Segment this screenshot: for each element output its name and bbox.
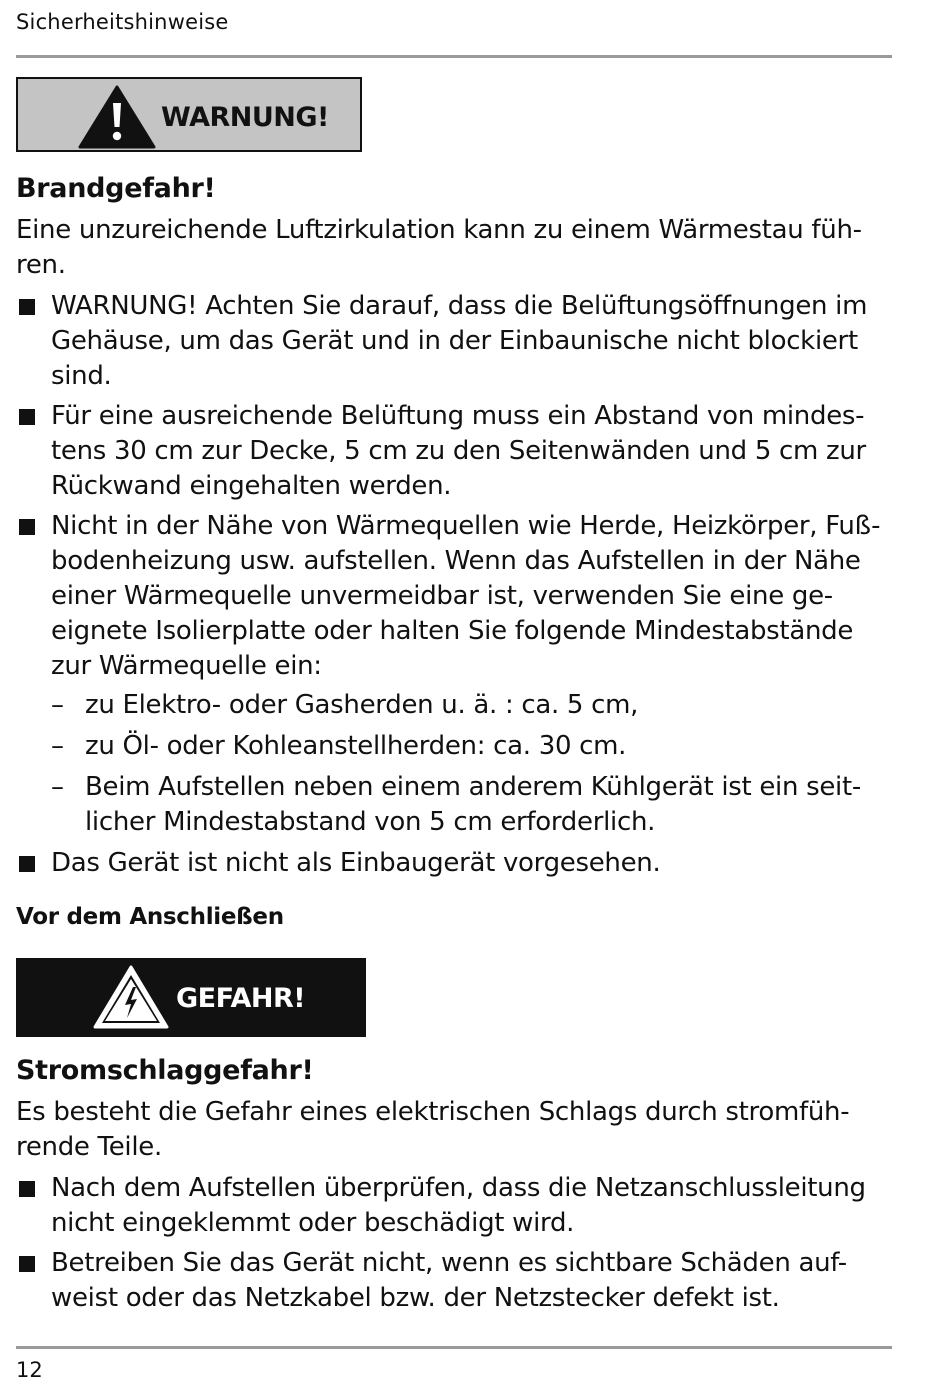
text-line: eignete Isolierplatte oder halten Sie folgende Mindestabstände xyxy=(51,616,854,646)
electric-shock-triangle-icon xyxy=(92,964,170,1030)
text-line: Betreiben Sie das Gerät nicht, wenn es sichtbare Schäden auf- xyxy=(51,1248,847,1278)
text-line: Das Gerät ist nicht als Einbaugerät vorgesehen. xyxy=(51,848,661,878)
text-line: Gehäuse, um das Gerät und in der Einbaunische nicht blockiert xyxy=(51,326,858,356)
text-line: Es besteht die Gefahr eines elektrischen Schlags durch stromfüh- xyxy=(16,1097,850,1127)
danger-label: GEFAHR! xyxy=(176,983,306,1014)
exclamation-triangle-icon xyxy=(78,85,156,149)
text-line: WARNUNG! Achten Sie darauf, dass die Belüftungsöffnungen im xyxy=(51,291,868,321)
text-line: ren. xyxy=(16,250,66,280)
square-bullet-icon xyxy=(19,299,35,315)
text-line: Nach dem Aufstellen überprüfen, dass die Netzanschlussleitung xyxy=(51,1173,866,1203)
dash-bullet-icon: – xyxy=(51,772,64,802)
dash-bullet-icon: – xyxy=(51,690,64,720)
danger-box xyxy=(16,958,366,1037)
before-connecting-subheading: Vor dem Anschließen xyxy=(16,904,284,930)
text-line: zu Öl- oder Kohleanstellherden: ca. 30 cm. xyxy=(85,731,627,761)
text-line: Nicht in der Nähe von Wärmequellen wie Herde, Heizkörper, Fuß- xyxy=(51,511,881,541)
square-bullet-icon xyxy=(19,519,35,535)
text-line: nicht eingeklemmt oder beschädigt wird. xyxy=(51,1208,575,1238)
footer-divider xyxy=(16,1346,892,1349)
electric-shock-intro xyxy=(16,1095,896,1165)
text-line: zu Elektro- oder Gasherden u. ä. : ca. 5 cm, xyxy=(85,690,639,720)
square-bullet-icon xyxy=(19,1256,35,1272)
fire-hazard-heading: Brandgefahr! xyxy=(16,173,216,204)
text-line: zur Wärmequelle ein: xyxy=(51,651,322,681)
text-line: tens 30 cm zur Decke, 5 cm zu den Seitenwänden und 5 cm zur xyxy=(51,436,866,466)
text-line: Rückwand eingehalten werden. xyxy=(51,471,452,501)
header-divider xyxy=(16,55,892,58)
warning-label: WARNUNG! xyxy=(161,102,329,133)
text-line: rende Teile. xyxy=(16,1132,162,1162)
page-number: 12 xyxy=(16,1358,43,1382)
dash-bullet-icon: – xyxy=(51,731,64,761)
electric-shock-heading: Stromschlaggefahr! xyxy=(16,1055,314,1086)
warning-box xyxy=(16,77,362,152)
fire-hazard-intro xyxy=(16,213,896,283)
text-line: licher Mindestabstand von 5 cm erforderlich. xyxy=(85,807,656,837)
text-line: Beim Aufstellen neben einem anderem Kühlgerät ist ein seit- xyxy=(85,772,861,802)
square-bullet-icon xyxy=(19,1181,35,1197)
text-line: Für eine ausreichende Belüftung muss ein Abstand von mindes- xyxy=(51,401,865,431)
section-header: Sicherheitshinweise xyxy=(16,10,229,34)
text-line: einer Wärmequelle unvermeidbar ist, verwenden Sie eine ge- xyxy=(51,581,833,611)
text-line: sind. xyxy=(51,361,112,391)
text-line: bodenheizung usw. aufstellen. Wenn das Aufstellen in der Nähe xyxy=(51,546,861,576)
text-line: weist oder das Netzkabel bzw. der Netzstecker defekt ist. xyxy=(51,1283,780,1313)
square-bullet-icon xyxy=(19,409,35,425)
square-bullet-icon xyxy=(19,856,35,872)
text-line: Eine unzureichende Luftzirkulation kann zu einem Wärmestau füh- xyxy=(16,215,862,245)
